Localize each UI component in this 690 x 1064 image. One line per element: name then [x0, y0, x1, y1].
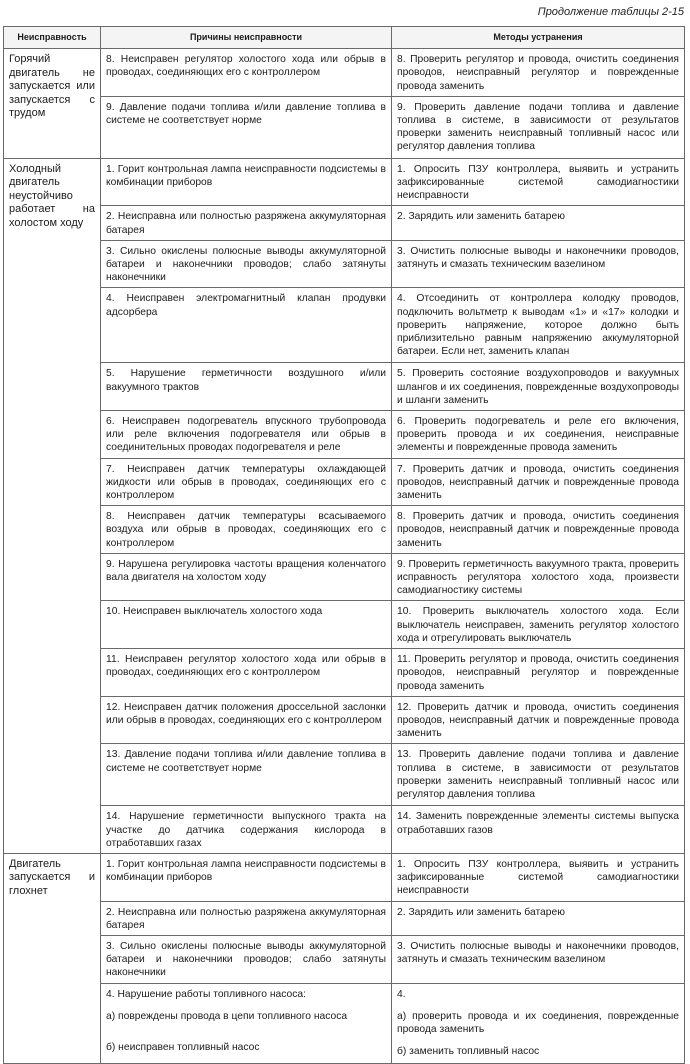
table-row: [4, 458, 685, 506]
cause-cell: 2. Неисправна или полностью разряжена аккумуляторная батарея: [101, 901, 392, 935]
table-row: [4, 983, 685, 1063]
table-row: [4, 696, 685, 744]
method-title: 4.: [397, 988, 406, 1000]
method-cell: 14. Заменить поврежденные элементы системы выпуска отработавших газов: [392, 806, 685, 854]
method-cell: 7. Проверить датчик и провода, очистить соединения проводов, неисправный датчик и поврежденные провода заменить: [392, 458, 685, 506]
method-cell: 2. Зарядить или заменить батарею: [392, 901, 685, 935]
method-item-a: а) проверить провода и их соединения, поврежденные провода заменить: [397, 1010, 679, 1035]
method-cell: 12. Проверить датчик и провода, очистить соединения проводов, неисправный датчик и поврежденные провода заменить: [392, 696, 685, 744]
cause-cell: 2. Неисправна или полностью разряжена аккумуляторная батарея: [101, 206, 392, 240]
cause-cell: 8. Неисправен датчик температуры всасываемого воздуха или обрыв в проводах, соединяющих его с контроллером: [101, 506, 392, 554]
cause-cell: 8. Неисправен регулятор холостого хода или обрыв в проводах, соединяющих его с контроллером: [101, 49, 392, 97]
cause-cell: 1. Горит контрольная лампа неисправности подсистемы в комбинации приборов: [101, 853, 392, 901]
table-row: [4, 553, 685, 601]
method-cell: 4. Отсоединить от контроллера колодку проводов, подключить вольтметр к выводам «1» и «17» колодки и проверить напряжение, которое должно быть приблизительно равным напряжению аккумуляторной батареи. Если нет, заменить клапан: [392, 288, 685, 363]
cause-cell: 13. Давление подачи топлива и/или давление топлива в системе не соответствует норме: [101, 744, 392, 806]
table-row: [4, 806, 685, 854]
table-row: [4, 288, 685, 363]
table-row: [4, 853, 685, 901]
method-cell: 9. Проверить герметичность вакуумного тракта, проверить исправность регулятора холостого хода, произвести самодиагностику системы: [392, 553, 685, 601]
header-causes: Причины неисправности: [101, 27, 392, 49]
table-row: [4, 206, 685, 240]
method-cell: 9. Проверить давление подачи топлива и давление топлива в системе, в зависимости от результатов проверки заменить неисправный топливный насос или регулятор давления топлива: [392, 96, 685, 158]
table-caption: Продолжение таблицы 2-15: [537, 6, 684, 18]
method-cell: [392, 983, 685, 1063]
table-row: [4, 96, 685, 158]
cause-title: 4. Нарушение работы топливного насоса:: [106, 988, 307, 1000]
method-cell: 11. Проверить регулятор и провода, очистить соединения проводов, неисправный регулятор и поврежденные провода заменить: [392, 649, 685, 697]
cause-cell: 11. Неисправен регулятор холостого хода или обрыв в проводах, соединяющих его с контроллером: [101, 649, 392, 697]
table-row: [4, 901, 685, 935]
method-cell: 3. Очистить полюсные выводы и наконечники проводов, затянуть и смазать техническим вазелином: [392, 240, 685, 288]
method-cell: 6. Проверить подогреватель и реле его включения, проверить провода и их соединения, неисправные элементы и поврежденные провода заменить: [392, 411, 685, 459]
table-row: [4, 158, 685, 206]
header-methods: Методы устранения: [392, 27, 685, 49]
cause-cell: 5. Нарушение герметичности воздушного и/или вакуумного трактов: [101, 363, 392, 411]
cause-cell: 3. Сильно окислены полюсные выводы аккумуляторной батареи и наконечники проводов; слабо затянуты наконечники: [101, 240, 392, 288]
cause-cell: 14. Нарушение герметичности выпускного тракта на участке до датчика содержания кислорода в отработавших газах: [101, 806, 392, 854]
header-fault: Неисправность: [4, 27, 101, 49]
cause-item-a: а) повреждены провода в цепи топливного насоса: [106, 1010, 348, 1022]
table-header-row: [4, 27, 685, 49]
cause-cell: 9. Давление подачи топлива и/или давление топлива в системе не соответствует норме: [101, 96, 392, 158]
fault-cell: Горячий двигатель не запускается или запускается с трудом: [4, 49, 101, 159]
table-row: [4, 601, 685, 649]
cause-cell: 1. Горит контрольная лампа неисправности подсистемы в комбинации приборов: [101, 158, 392, 206]
method-cell: 13. Проверить давление подачи топлива и давление топлива в системе, в зависимости от результатов проверки заменить неисправный топливный насос или регулятор давления топлива: [392, 744, 685, 806]
method-cell: 3. Очистить полюсные выводы и наконечники проводов, затянуть и смазать техническим вазелином: [392, 935, 685, 983]
method-item-b: б) заменить топливный насос: [397, 1046, 540, 1058]
cause-cell: 6. Неисправен подогреватель впускного трубопровода или реле включения подогревателя или обрыв в соединительных проводах подогревателя и реле: [101, 411, 392, 459]
cause-cell: 12. Неисправен датчик положения дроссельной заслонки или обрыв в проводах, соединяющих его с контроллером: [101, 696, 392, 744]
table-row: [4, 240, 685, 288]
fault-cell: Холодный двигатель неустойчиво работает на холостом ходу: [4, 158, 101, 853]
method-cell: 8. Проверить датчик и провода, очистить соединения проводов, неисправный датчик и поврежденные провода заменить: [392, 506, 685, 554]
table-row: [4, 411, 685, 459]
method-cell: 1. Опросить ПЗУ контроллера, выявить и устранить зафиксированные системой самодиагностики неисправности: [392, 158, 685, 206]
method-cell: 10. Проверить выключатель холостого хода. Если выключатель неисправен, заменить регулятор холостого хода и отрегулировать выключатель: [392, 601, 685, 649]
table-row: [4, 744, 685, 806]
method-cell: 2. Зарядить или заменить батарею: [392, 206, 685, 240]
troubleshooting-table: [3, 26, 685, 1064]
table-row: [4, 49, 685, 97]
method-cell: 5. Проверить состояние воздухопроводов и вакуумных шлангов и их соединения, поврежденные воздухопроводы и шланги заменить: [392, 363, 685, 411]
method-cell: 8. Проверить регулятор и провода, очистить соединения проводов, неисправный регулятор и поврежденные провода заменить: [392, 49, 685, 97]
table-row: [4, 363, 685, 411]
table-row: [4, 649, 685, 697]
fault-cell: Двигатель запускается и глохнет: [4, 853, 101, 1063]
table-row: [4, 935, 685, 983]
cause-cell: 9. Нарушена регулировка частоты вращения коленчатого вала двигателя на холостом ходу: [101, 553, 392, 601]
cause-cell: 7. Неисправен датчик температуры охлаждающей жидкости или обрыв в проводах, соединяющих его с контроллером: [101, 458, 392, 506]
method-cell: 1. Опросить ПЗУ контроллера, выявить и устранить зафиксированные системой самодиагностики неисправности: [392, 853, 685, 901]
cause-cell: 4. Неисправен электромагнитный клапан продувки адсорбера: [101, 288, 392, 363]
cause-cell: 10. Неисправен выключатель холостого хода: [101, 601, 392, 649]
table-row: [4, 506, 685, 554]
cause-item-b: б) неисправен топливный насос: [106, 1041, 260, 1053]
cause-cell: [101, 983, 392, 1063]
cause-cell: 3. Сильно окислены полюсные выводы аккумуляторной батареи и наконечники проводов; слабо затянуты наконечники: [101, 935, 392, 983]
